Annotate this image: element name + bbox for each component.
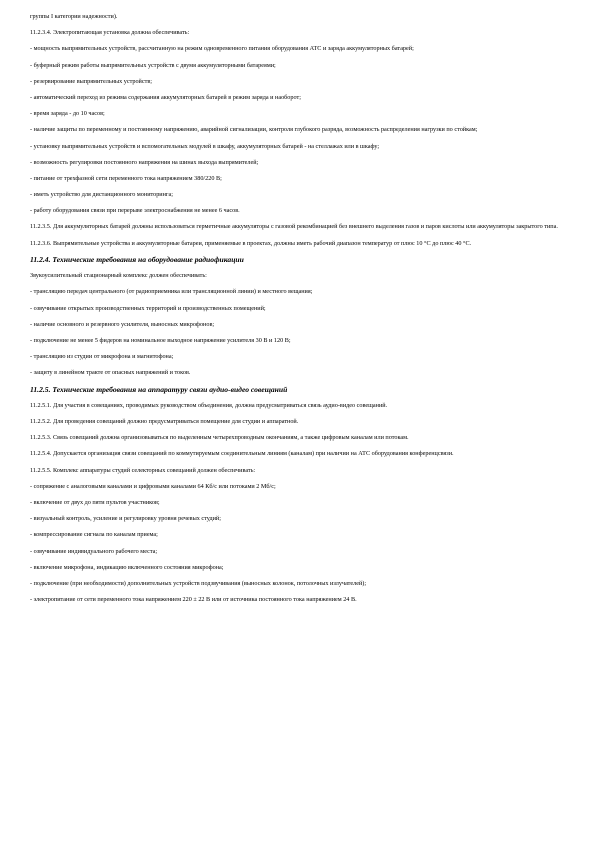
paragraph: - автоматический переход из режима содержания аккумуляторных батарей в режим заряда и наоборот; <box>30 93 301 101</box>
paragraph: 11.2.5.2. Для проведения совещаний должно предусматриваться помещение для студии и аппаратной. <box>30 418 299 426</box>
paragraph: - сопряжение с аналоговыми каналами и цифровыми каналами 64 Кб/с или потоками 2 Мб/с; <box>30 482 276 490</box>
paragraph: - наличие защиты по переменному и постоянному напряжению, аварийной сигнализации, контроля глубокого разряда, возможность распределения нагрузки по стойкам; <box>30 126 478 134</box>
paragraph: 11.2.5.4. Допускается организация связи совещаний по коммутируемым соединительным линиям (каналам) при наличии на АТС оборудования конференцсвязи. <box>30 450 454 458</box>
paragraph: - электропитание от сети переменного тока напряжением 220 ± 22 В или от источника постоянного тока напряжением 24 В. <box>30 596 357 604</box>
paragraph: - питание от трехфазной сети переменного тока напряжением 380/220 В; <box>30 174 222 182</box>
paragraph: 11.2.5.3. Связь совещаний должна организовываться по выделенным четырехпроводным окончаниям, а также цифровым каналам или потокам. <box>30 434 409 442</box>
paragraph: - озвучивание открытых производственных территорий и производственных помещений; <box>30 304 266 312</box>
paragraph: - включение от двух до пяти пультов участников; <box>30 499 160 507</box>
paragraph: 11.2.3.4. Электропитающая установка должна обеспечивать: <box>30 29 190 37</box>
paragraph: - работу оборудования связи при перерыве электроснабжения не менее 6 часов. <box>30 207 240 215</box>
paragraph: - компрессирование сигнала по каналам приема; <box>30 531 158 539</box>
paragraph: группы I категории надежности). <box>30 13 118 20</box>
section-heading: 11.2.5. Технические требования на аппаратуру связи аудио-видео совещаний <box>30 384 288 394</box>
paragraph: - трансляцию передач центрального (от радиоприемника или трансляционной линии) и местного вещания; <box>30 288 313 296</box>
paragraph: - иметь устройство для дистанционного мониторинга; <box>30 191 173 199</box>
document-page <box>30 12 564 611</box>
paragraph: 11.2.3.6. Выпрямительные устройства и аккумуляторные батареи, применяемые в проектах, должны иметь рабочий диапазон температур от плюс 10 °С до плюс 40 °С. <box>30 239 472 247</box>
paragraph: 11.2.5.5. Комплекс аппаратуры студий селекторных совещаний должен обеспечивать: <box>30 466 256 474</box>
paragraph: - время заряда - до 10 часов; <box>30 110 105 118</box>
paragraph: - включение микрофона, индикацию включенного состояния микрофона; <box>30 563 224 571</box>
paragraph: - буферный режим работы выпрямительных устройств с двумя аккумуляторными батареями; <box>30 61 276 69</box>
section-heading: 11.2.4. Технические требования на оборудование радиофикации <box>30 254 244 264</box>
paragraph: Звукоусилительный стационарный комплекс должен обеспечивать: <box>30 272 207 280</box>
paragraph: - резервирование выпрямительных устройств; <box>30 77 152 85</box>
paragraph: - трансляцию из студии от микрофона и магнитофона; <box>30 353 174 361</box>
paragraph: - защиту в линейном тракте от опасных напряжений и токов. <box>30 369 191 377</box>
paragraph: - возможность регулировки постоянного напряжения на шинах выхода выпрямителей; <box>30 158 259 166</box>
paragraph: - наличие основного и резервного усилителя, выносных микрофонов; <box>30 320 215 328</box>
paragraph: - мощность выпрямительных устройств, рассчитанную на режим одновременного питания оборудования АТС и заряда аккумуляторных батарей; <box>30 45 414 53</box>
paragraph: - озвучивание индивидуального рабочего места; <box>30 547 158 555</box>
paragraph: 11.2.5.1. Для участия в совещаниях, проводимых руководством объединения, должна предусматриваться связь аудио-видео совещаний. <box>30 401 388 409</box>
paragraph: - подключение (при необходимости) дополнительных устройств подзвучивания (выносных колонок, потолочных излучателей); <box>30 579 367 587</box>
paragraph: - визуальный контроль, усиление и регулировку уровня речевых студий; <box>30 515 221 523</box>
paragraph: - установку выпрямительных устройств и вспомогательных модулей в шкафу, аккумуляторных батарей - на стеллажах или в шкафу; <box>30 142 380 150</box>
paragraph: 11.2.3.5. Для аккумуляторных батарей должны использоваться герметичные аккумуляторы с газовой рекомбинацией без внешнего выделения газов и паров кислоты или аккумуляторы закрытого типа. <box>30 223 558 231</box>
paragraph: - подключение не менее 5 фидеров на номинальное выходное напряжение усилителя 30 В и 120 В; <box>30 336 291 344</box>
